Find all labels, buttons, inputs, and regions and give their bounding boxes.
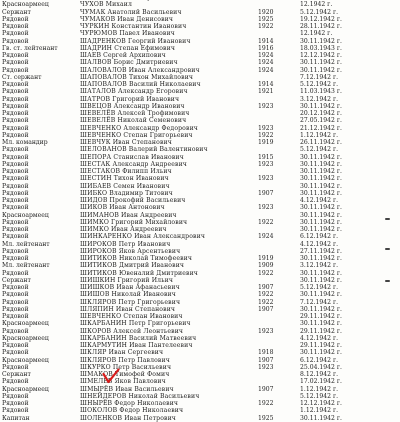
- list-item: [0, 81, 400, 88]
- person-name: ШКЛЯР Иван Сергеевич: [80, 349, 164, 357]
- birth-year: 1920: [258, 8, 274, 16]
- birth-year: 1907: [258, 189, 274, 197]
- rank-label: Рядовой: [2, 189, 29, 197]
- death-date: 5.12.1942 г.: [300, 392, 339, 400]
- rank-label: Рядовой: [2, 363, 29, 371]
- person-name: ШИМКО Григорий Михайлович: [80, 218, 188, 226]
- person-name: ШИШКИН Григорий Ильич: [80, 276, 174, 284]
- person-name: ЧУРКИН Константин Иванович: [80, 23, 187, 30]
- birth-year: 1915: [258, 153, 274, 161]
- list-item: [0, 190, 400, 197]
- death-date: 5.12.1942 г.: [300, 81, 339, 88]
- list-item: [0, 59, 400, 66]
- rank-label: Рядовой: [2, 175, 29, 183]
- list-item: [0, 23, 400, 30]
- list-item: [0, 175, 400, 182]
- list-item: [0, 168, 400, 175]
- list-item: [0, 342, 400, 349]
- rank-label: Рядовой: [2, 110, 29, 117]
- rank-label: Ст. сержант: [2, 73, 42, 81]
- death-date: 30.11.1942 г.: [300, 211, 342, 219]
- death-date: 29.11.1942 г.: [300, 342, 342, 349]
- person-name: ШЕПОРА Станислав Иванович: [80, 153, 184, 161]
- rank-label: Рядовой: [2, 131, 29, 139]
- rank-label: Красноармеец: [2, 356, 49, 364]
- list-item: [0, 9, 400, 16]
- birth-year: 1922: [258, 218, 274, 226]
- person-name: ШИТИКОВ Николай Тимофеевич: [80, 255, 193, 262]
- rank-label: Рядовой: [2, 284, 29, 291]
- person-name: ШИМАНОВ Иван Андреевич: [80, 211, 177, 219]
- list-item: [0, 197, 400, 204]
- list-item: [0, 248, 400, 255]
- person-name: ЧУМАК Анатолий Васильевич: [80, 8, 182, 16]
- birth-year: 1923: [258, 124, 274, 132]
- person-name: ЧУРЮМОВ Павел Иванович: [80, 30, 175, 38]
- rank-label: Сержант: [2, 8, 31, 16]
- rank-label: Рядовой: [2, 102, 29, 110]
- birth-year: 1924: [258, 66, 274, 74]
- list-item: [0, 415, 400, 422]
- death-date: 30.11.1942 г.: [300, 168, 342, 175]
- birth-year: 1916: [258, 44, 274, 52]
- rank-label: Рядовой: [2, 392, 29, 400]
- rank-label: Рядовой: [2, 95, 29, 103]
- list-item: [0, 291, 400, 298]
- list-item: [0, 386, 400, 393]
- birth-year: 1922: [258, 298, 274, 306]
- person-name: ЧУМАКОВ Иван Денисович: [80, 15, 174, 23]
- list-item: [0, 67, 400, 74]
- rank-label: Рядовой: [2, 226, 29, 233]
- death-date: 29.11.1942 г.: [300, 327, 342, 335]
- list-item: [0, 204, 400, 211]
- rank-label: Рядовой: [2, 400, 29, 407]
- death-date: 30.11.1942 г.: [300, 269, 342, 277]
- rank-label: Рядовой: [2, 59, 29, 67]
- person-name: ШВЕЦОВ Александр Иванович: [80, 102, 185, 110]
- person-name: ШНЫРЁВ Федор Николаевич: [80, 400, 179, 407]
- list-item: [0, 132, 400, 139]
- birth-year: 1923: [258, 102, 274, 110]
- rank-label: Сержант: [2, 371, 31, 378]
- death-date: 30.11.1942 г.: [300, 153, 342, 161]
- person-name: ШАДРИН Степан Ефимович: [80, 44, 176, 52]
- list-item: [0, 328, 400, 335]
- rank-label: Красноармеец: [2, 320, 49, 328]
- birth-year: 1907: [258, 305, 274, 313]
- list-item: [0, 371, 400, 378]
- birth-year: 1924: [258, 233, 274, 241]
- rank-label: Мл. лейтенант: [2, 262, 50, 270]
- rank-label: Рядовой: [2, 378, 29, 386]
- birth-year: 1923: [258, 160, 274, 168]
- birth-year: 1919: [258, 255, 274, 262]
- person-name: ШЕЛОВАНОВ Валерий Валентинович: [80, 146, 208, 154]
- list-item: [0, 146, 400, 153]
- rank-label: Рядовой: [2, 313, 29, 320]
- list-item: [0, 38, 400, 45]
- death-date: 30.11.1942 г.: [300, 160, 342, 168]
- person-name: ШКАРМУТИН Иван Пантелеевич: [80, 342, 193, 349]
- death-date: 1.12.1942 г.: [300, 131, 339, 139]
- list-item: [0, 154, 400, 161]
- death-date: 5.12.1942 г.: [300, 8, 339, 16]
- birth-year: 1922: [258, 23, 274, 30]
- list-item: [0, 52, 400, 59]
- person-name: ШАТАЛОВ Александр Егорович: [80, 88, 188, 96]
- birth-year: 1923: [258, 363, 274, 371]
- rank-label: Рядовой: [2, 30, 29, 38]
- birth-year: 1914: [258, 37, 274, 45]
- list-item: [0, 212, 400, 219]
- birth-year: 1919: [258, 139, 274, 146]
- list-item: [0, 45, 400, 52]
- death-date: 6.12.1942 г.: [300, 233, 339, 241]
- person-name: ШОКОЛОВ Федор Николаевич: [80, 407, 184, 415]
- rank-label: Рядовой: [2, 349, 29, 357]
- person-name: ШКАРБАНИН Василий Матвеевич: [80, 334, 197, 342]
- list-item: [0, 299, 400, 306]
- list-item: [0, 161, 400, 168]
- person-name: ШКУРКО Петр Васильевич: [80, 363, 172, 371]
- birth-year: 1918: [258, 349, 274, 357]
- birth-year: 1923: [258, 327, 274, 335]
- death-date: 30.11.1942 г.: [300, 305, 342, 313]
- person-name: ШМЫРЁВ Иван Васильевич: [80, 385, 174, 393]
- birth-year: 1907: [258, 385, 274, 393]
- birth-year: 1924: [258, 52, 274, 59]
- death-date: 12.12.1942 г.: [300, 52, 342, 59]
- person-name: ШЕВЕЛЁВ Николай Семенович: [80, 117, 187, 125]
- person-name: ШКАРБАНИН Петр Григорьевич: [80, 320, 191, 328]
- list-item: [0, 364, 400, 371]
- list-item: [0, 357, 400, 364]
- death-date: 30.11.1942 г.: [300, 37, 342, 45]
- list-item: [0, 30, 400, 37]
- death-date: 7.12.1942 г.: [300, 298, 339, 306]
- birth-year: 1922: [258, 291, 274, 299]
- death-date: 26.11.1942 г.: [300, 139, 342, 146]
- rank-label: Красноармеец: [2, 211, 49, 219]
- death-date: 30.11.1942 г.: [300, 182, 342, 190]
- list-item: [0, 139, 400, 146]
- death-date: 3.12.1942 г.: [300, 262, 339, 270]
- death-date: 21.12.1942 г.: [300, 124, 342, 132]
- list-item: [0, 117, 400, 124]
- rank-label: Рядовой: [2, 327, 29, 335]
- death-date: 30.11.1942 г.: [300, 414, 342, 422]
- rank-label: Рядовой: [2, 233, 29, 241]
- death-date: 7.12.1942 г.: [300, 73, 339, 81]
- death-date: 30.11.1942 г.: [300, 218, 342, 226]
- person-name: ШМЕЛЁВ Яков Павлович: [80, 378, 166, 386]
- birth-year: 1921: [258, 88, 274, 96]
- list-item: [0, 241, 400, 248]
- birth-year: 1923: [258, 204, 274, 212]
- birth-year: 1922: [258, 400, 274, 407]
- death-date: 30.11.1942 г.: [300, 226, 342, 233]
- list-item: [0, 262, 400, 269]
- list-item: [0, 96, 400, 103]
- rank-label: Гв. ст. лейтенант: [2, 44, 58, 52]
- rank-label: Рядовой: [2, 342, 29, 349]
- list-item: [0, 110, 400, 117]
- list-item: [0, 255, 400, 262]
- birth-year: 1909: [258, 262, 274, 270]
- rank-label: Мл. командир: [2, 139, 48, 146]
- list-item: [0, 306, 400, 313]
- death-date: 12.1942 г.: [300, 1, 333, 9]
- birth-year: 1907: [258, 356, 274, 364]
- rank-label: Рядовой: [2, 182, 29, 190]
- death-date: 30.11.1942 г.: [300, 255, 342, 262]
- list-item: [0, 335, 400, 342]
- person-name: ШИРОКОВ Петр Иванович: [80, 240, 171, 248]
- death-date: 30.11.1942 г.: [300, 349, 342, 357]
- death-date: 30.11.1942 г.: [300, 102, 342, 110]
- death-date: 5.12.1942 г.: [300, 146, 339, 154]
- birth-year: 1925: [258, 414, 274, 422]
- person-name: ШМАКОВ Тимофей Фомич: [80, 371, 170, 378]
- rank-label: Рядовой: [2, 52, 29, 59]
- rank-label: Рядовой: [2, 255, 29, 262]
- death-date: 4.12.1942 г.: [300, 334, 339, 342]
- birth-year: 1922: [258, 131, 274, 139]
- list-item: [0, 103, 400, 110]
- list-item: [0, 407, 400, 414]
- death-date: 8.12.1942 г.: [300, 371, 339, 378]
- list-item: [0, 233, 400, 240]
- list-item: [0, 1, 400, 8]
- rank-label: Сержант: [2, 276, 31, 284]
- person-name: ШОЛЕНКОВ Иван Петрович: [80, 414, 176, 422]
- person-name: ШЕСТАК Александр Андреевич: [80, 160, 187, 168]
- list-item: [0, 284, 400, 291]
- person-name: ШАТРОВ Григорий Иванович: [80, 95, 180, 103]
- person-name: ШЕСТИН Тихон Иванович: [80, 175, 169, 183]
- rank-label: Рядовой: [2, 269, 29, 277]
- death-date: 30.11.1942 г.: [300, 175, 342, 183]
- rank-label: Рядовой: [2, 37, 29, 45]
- rank-label: Рядовой: [2, 204, 29, 212]
- death-date: 6.12.1942 г.: [300, 356, 339, 364]
- death-date: 30.11.1942 г.: [300, 204, 342, 212]
- rank-label: Рядовой: [2, 146, 29, 154]
- list-item: [0, 400, 400, 407]
- rank-label: Рядовой: [2, 407, 29, 415]
- list-item: [0, 226, 400, 233]
- person-name: ШКЛЯРОВ Петр Павлович: [80, 356, 170, 364]
- death-date: 5.12.1942 г.: [300, 284, 339, 291]
- birth-year: 1923: [258, 175, 274, 183]
- death-date: 1.12.1942 г.: [300, 385, 339, 393]
- birth-year: 1922: [258, 269, 274, 277]
- list-item: [0, 183, 400, 190]
- rank-label: Рядовой: [2, 160, 29, 168]
- rank-label: Рядовой: [2, 81, 29, 88]
- death-date: 11.03.1943 г.: [300, 88, 342, 96]
- rank-label: Рядовой: [2, 124, 29, 132]
- death-date: 18.03.1943 г.: [300, 44, 342, 52]
- death-date: 3.12.1942 г.: [300, 95, 339, 103]
- rank-label: Мл. лейтенант: [2, 240, 50, 248]
- person-name: ШЕВЕЛЁВ Алексей Трофимович: [80, 110, 190, 117]
- death-date: 4.12.1942 г.: [300, 240, 339, 248]
- person-name: ШНЕЙДЕРОВ Николай Васильевич: [80, 392, 200, 400]
- person-name: ШЕВЧЕНКО Александр Федорович: [80, 124, 198, 132]
- birth-year: 1914: [258, 81, 274, 88]
- list-item: [0, 125, 400, 132]
- list-item: [0, 320, 400, 327]
- death-date: 30.11.1942 г.: [300, 59, 342, 67]
- rank-label: Рядовой: [2, 15, 29, 23]
- death-date: 29.11.1942 г.: [300, 313, 342, 320]
- list-item: [0, 349, 400, 356]
- person-name: ШИРОКОВ Яков Арсентьевич: [80, 247, 181, 255]
- list-item: [0, 277, 400, 284]
- list-item: [0, 219, 400, 226]
- death-date: 12.1942 г.: [300, 30, 333, 38]
- death-date: 30.11.1942 г.: [300, 189, 342, 197]
- death-date: 30.11.1942 г.: [300, 320, 342, 328]
- death-date: 30.11.1942 г.: [300, 276, 342, 284]
- rank-label: Рядовой: [2, 298, 29, 306]
- rank-label: Рядовой: [2, 291, 29, 299]
- person-name: ШИШОВ Николай Иванович: [80, 291, 176, 299]
- person-name: ШЕВЧЕНКО Степан Григорьевич: [80, 131, 193, 139]
- rank-label: Рядовой: [2, 305, 29, 313]
- person-name: ШИТИКОВ Ювеналий Дмитриевич: [80, 269, 198, 277]
- person-name: ШИДОВ Прокофий Васильевич: [80, 197, 186, 204]
- death-date: 28.11.1942 г.: [300, 23, 342, 30]
- list-item: [0, 16, 400, 23]
- list-item: [0, 393, 400, 400]
- person-name: ШАЛВОВ Борис Дмитриевич: [80, 59, 178, 67]
- rank-label: Рядовой: [2, 218, 29, 226]
- birth-year: 1924: [258, 59, 274, 67]
- list-item: [0, 270, 400, 277]
- person-name: ШКОРОВ Алексей Леонтьевич: [80, 327, 184, 335]
- rank-label: Рядовой: [2, 117, 29, 125]
- person-name: ШИШКОВ Иван Афанасьевич: [80, 284, 180, 291]
- birth-year: 1925: [258, 15, 274, 23]
- person-name: ШИБАЕВ Семен Иванович: [80, 182, 170, 190]
- death-date: 17.02.1942 г.: [300, 378, 342, 386]
- person-name: ЧУХОВ Михаил: [80, 1, 132, 9]
- death-date: 1.12.1942 г.: [300, 407, 339, 415]
- death-date: 4.12.1942 г.: [300, 197, 339, 204]
- list-item: [0, 88, 400, 95]
- list-item: [0, 378, 400, 385]
- death-date: 30.11.1942 г.: [300, 291, 342, 299]
- rank-label: Рядовой: [2, 168, 29, 175]
- person-name: ШИНКАРЕНКО Иван Александрович: [80, 233, 206, 241]
- person-name: ШИМКО Иван Андреевич: [80, 226, 167, 233]
- person-name: ШЕВЧУК Иван Степанович: [80, 139, 172, 146]
- person-name: ШАПОВАЛОВ Василий Николаевич: [80, 81, 201, 88]
- death-date: 27.05.1942 г.: [300, 117, 342, 125]
- death-date: 20.12.1942 г.: [300, 110, 342, 117]
- rank-label: Красноармеец: [2, 334, 49, 342]
- scan-edge-mark: [385, 280, 390, 282]
- person-name: ШАЛОВАЛОВ Иван Александрович: [80, 66, 200, 74]
- death-date: 12.12.1942 г.: [300, 400, 342, 407]
- scan-edge-mark: [385, 218, 390, 220]
- list-item: [0, 313, 400, 320]
- death-date: 19.12.1942 г.: [300, 15, 342, 23]
- rank-label: Рядовой: [2, 88, 29, 96]
- scan-edge-mark: [385, 248, 390, 250]
- person-name: ШИТИКОВ Дмитрий Иванович: [80, 262, 185, 270]
- red-check-mark-icon: [102, 368, 120, 384]
- rank-label: Капитан: [2, 414, 30, 422]
- person-name: ШАЕВ Сергей Архипович: [80, 52, 166, 59]
- person-name: ШЕСТАКОВ Филипп Ильич: [80, 168, 172, 175]
- person-name: ШАДРЕНКОВ Георгий Иванович: [80, 37, 191, 45]
- person-name: ШКЛЯРОВ Петр Григорьевич: [80, 298, 181, 306]
- list-item: [0, 74, 400, 81]
- rank-label: Рядовой: [2, 23, 29, 30]
- rank-label: Рядовой: [2, 197, 29, 204]
- person-name: ШЛЯПИН Иван Степанович: [80, 305, 176, 313]
- person-name: ШИКОВ Иван Антонович: [80, 204, 165, 212]
- rank-label: Красноармеец: [2, 385, 49, 393]
- death-date: 25.04.1942 г.: [300, 363, 342, 371]
- person-name: ШАПОВАЛОВ Тихон Михайлович: [80, 73, 194, 81]
- rank-label: Красноармеец: [2, 1, 49, 9]
- person-name: ШЕВЧЕНКО Степан Иванович: [80, 313, 183, 320]
- rank-label: Рядовой: [2, 153, 29, 161]
- rank-label: Рядовой: [2, 247, 29, 255]
- rank-label: Рядовой: [2, 66, 29, 74]
- death-date: 27.11.1942 г.: [300, 247, 342, 255]
- death-date: 30.11.1942 г.: [300, 66, 342, 74]
- person-name: ШИБКО Владимир Титович: [80, 189, 173, 197]
- birth-year: 1907: [258, 284, 274, 291]
